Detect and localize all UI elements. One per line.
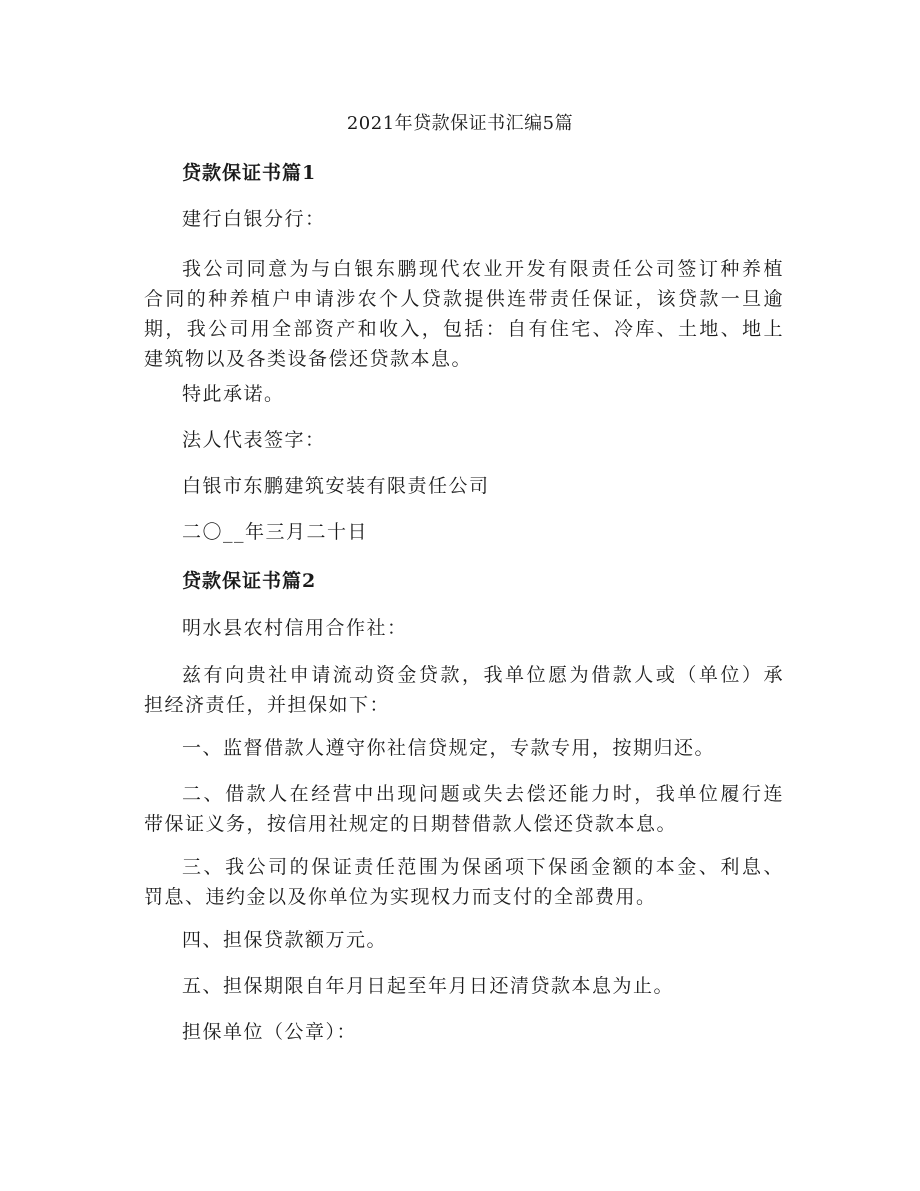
section2-intro-line: 担经济责任，并担保如下： xyxy=(144,694,391,716)
section2-item1: 一、监督借款人遵守你社信贷规定，专款专用，按期归还。 xyxy=(182,737,716,759)
section2-item2-line: 带保证义务，按信用社规定的日期替借款人偿还贷款本息。 xyxy=(144,813,678,835)
section1-company: 白银市东鹏建筑安装有限责任公司 xyxy=(182,475,490,497)
section2-item3-line: 罚息、违约金以及你单位为实现权力而支付的全部费用。 xyxy=(144,886,657,908)
section1-promise: 特此承诺。 xyxy=(182,383,285,405)
section1-body xyxy=(144,254,784,374)
document-title: 2021年贷款保证书汇编5篇 xyxy=(346,113,574,134)
section1-heading: 贷款保证书篇1 xyxy=(182,162,317,184)
section1-body-line: 我公司同意为与白银东鹏现代农业开发有限责任公司签订种养植 xyxy=(182,258,784,280)
section2-intro-line: 兹有向贵社申请流动资金贷款，我单位愿为借款人或（单位）承 xyxy=(182,664,784,686)
section2-item3-line: 三、我公司的保证责任范围为保函项下保函金额的本金、利息、 xyxy=(182,856,784,878)
section1-date: 二〇__年三月二十日 xyxy=(182,521,369,543)
section2-item2-line: 二、借款人在经营中出现问题或失去偿还能力时，我单位履行连 xyxy=(182,783,784,805)
section2-intro xyxy=(144,660,784,720)
section1-addressee: 建行白银分行： xyxy=(182,208,326,230)
section1-body-line: 建筑物以及各类设备偿还贷款本息。 xyxy=(144,348,473,370)
section2-guarantor-label: 担保单位（公章）： xyxy=(182,1021,358,1043)
section2-addressee: 明水县农村信用合作社： xyxy=(182,617,408,639)
section2-item4: 四、担保贷款额万元。 xyxy=(182,929,388,951)
section1-signature-label: 法人代表签字： xyxy=(182,429,326,451)
section1-body-line: 期，我公司用全部资产和收入，包括：自有住宅、冷库、土地、地上 xyxy=(144,318,784,340)
section2-heading: 贷款保证书篇2 xyxy=(182,570,317,592)
section2-item3 xyxy=(144,852,784,912)
section2-item2 xyxy=(144,779,784,839)
section1-body-line: 合同的种养植户申请涉农个人贷款提供连带责任保证，该贷款一旦逾 xyxy=(144,288,784,310)
section2-item5: 五、担保期限自年月日起至年月日还清贷款本息为止。 xyxy=(182,975,675,997)
